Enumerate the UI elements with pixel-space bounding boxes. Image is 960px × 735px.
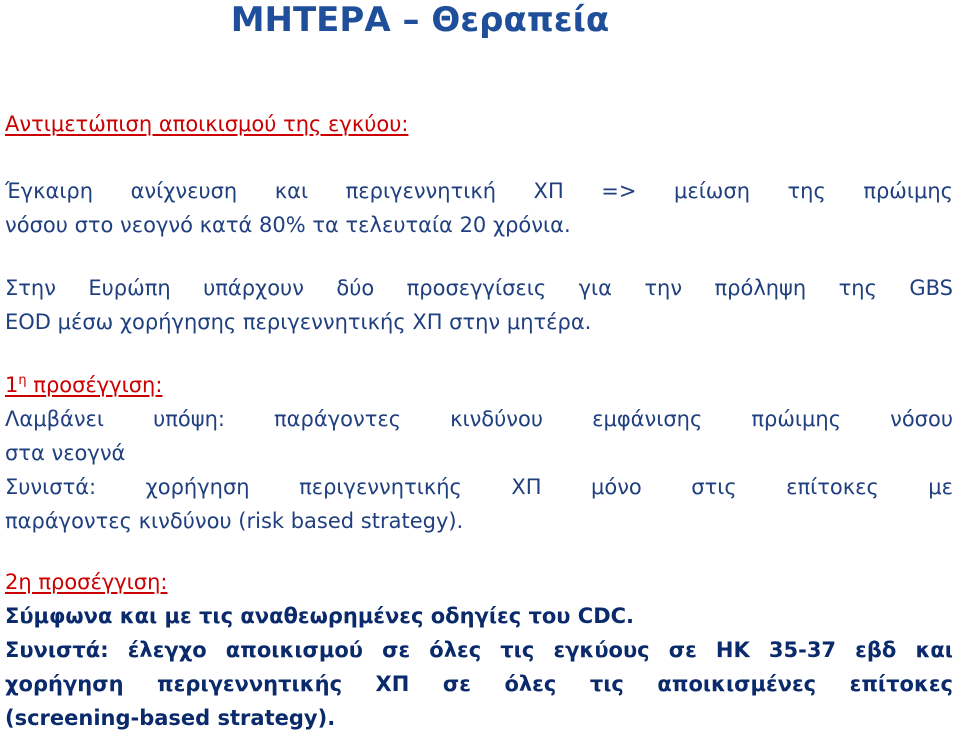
paragraph-line: Έγκαιρη ανίχνευση και περιγεννητική ΧΠ => μείωση της πρώιμης (5, 179, 953, 203)
paragraph-line: Στην Ευρώπη υπάρχουν δύο προσεγγίσεις για την πρόληψη της GBS (5, 276, 953, 300)
paragraph-line: νόσου στο νεογνό κατά 80% τα τελευταία 20 χρόνια. (5, 213, 571, 237)
paragraph-early-detection (5, 174, 953, 242)
approach-2-body (5, 599, 953, 735)
paragraph-line: παράγοντες κινδύνου (risk based strategy). (5, 509, 464, 533)
paragraph-europe-approaches (5, 271, 953, 339)
paragraph-line: Συνιστά: χορήγηση περιγεννητικής ΧΠ μόνο στις επίτοκες με (5, 475, 953, 499)
approach-1-heading (5, 373, 162, 397)
approach-1-body (5, 402, 953, 538)
section-heading-colonization: Αντιμετώπιση αποικισμού της εγκύου: (5, 112, 409, 136)
paragraph-line: (screening-based strategy). (5, 706, 336, 730)
paragraph-line: Λαμβάνει υπόψη: παράγοντες κινδύνου εμφάνισης πρώιμης νόσου (5, 407, 953, 431)
paragraph-line: Συνιστά: έλεγχο αποικισμού σε όλες τις εγκύους σε ΗΚ 35-37 εβδ και (5, 638, 953, 662)
approach-1-heading-text: προσέγγιση: (26, 373, 163, 397)
paragraph-line: Σύμφωνα και με τις αναθεωρημένες οδηγίες του CDC. (5, 604, 635, 628)
paragraph-line: EOD μέσω χορήγησης περιγεννητικής ΧΠ στην μητέρα. (5, 310, 592, 334)
paragraph-line: στα νεογνά (5, 441, 126, 465)
approach-1-superscript: η (18, 373, 27, 388)
approach-1-number: 1 (5, 373, 19, 397)
paragraph-line: χορήγηση περιγεννητικής ΧΠ σε όλες τις αποικισμένες επίτοκες (5, 672, 953, 696)
slide-title: ΜΗΤΕΡΑ – Θεραπεία (230, 0, 610, 40)
approach-2-heading: 2η προσέγγιση: (5, 570, 168, 594)
